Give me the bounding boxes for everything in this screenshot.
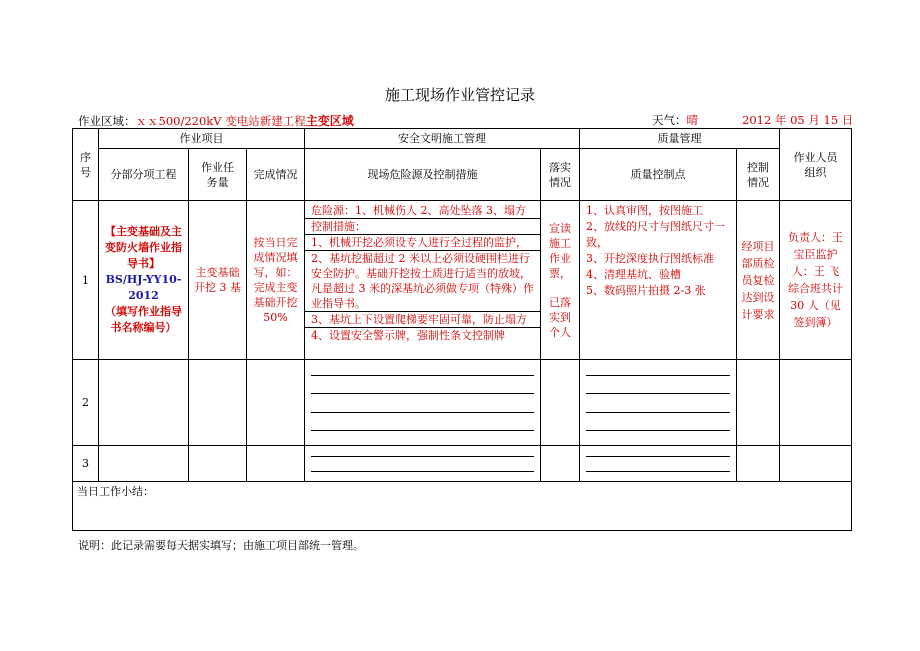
header-qc-control: 控制情况: [737, 149, 780, 201]
row1-hazards: [305, 201, 541, 360]
row2-completion: [247, 360, 305, 446]
weather-label: 天气：: [652, 113, 687, 127]
row3-completion: [247, 446, 305, 482]
header-safety-group: 安全文明施工管理: [305, 129, 580, 149]
row2-qc-control: [737, 360, 780, 446]
qc-line: 4、清理基坑、验槽: [586, 268, 681, 281]
hazard-line: 3、基坑上下设置爬梯要牢固可靠，防止塌方: [305, 312, 540, 328]
row3-personnel: [780, 446, 852, 482]
summary-row: [73, 482, 852, 531]
row3-seq: 3: [73, 446, 99, 482]
header-sub-project: 分部分项工程: [99, 149, 189, 201]
row2-personnel: [780, 360, 852, 446]
qc-line: 3、开挖深度执行图纸标准: [586, 252, 714, 265]
header-personnel: 作业人员组织: [780, 129, 852, 201]
table-row: [73, 446, 852, 482]
row3-hazards: [305, 446, 541, 482]
row3-qc-control: [737, 446, 780, 482]
row2-qc-points: [580, 360, 737, 446]
row2-implement: [541, 360, 580, 446]
implement-line-2: 已落实到个人: [549, 295, 571, 339]
hazard-line: 1、机械开挖必须设专人进行全过程的监护，: [305, 235, 540, 251]
row1-seq: 1: [73, 201, 99, 360]
header-implement: 落实情况: [541, 149, 580, 201]
row2-workload: [189, 360, 247, 446]
table-row: [73, 201, 852, 360]
header-seq: 序号: [73, 129, 99, 201]
summary-cell[interactable]: [73, 482, 852, 531]
hazard-line: 危险源：1、机械伤人 2、高处坠落 3、塌方: [305, 201, 540, 219]
row1-completion: 按当日完成情况填写，如：完成主变基础开挖 50%: [247, 201, 305, 360]
area-info: [78, 112, 354, 129]
row1-workload: 主变基础开挖 3 基: [189, 201, 247, 360]
row3-workload: [189, 446, 247, 482]
weather-info: [652, 112, 698, 128]
area-strong: 主变区域: [305, 114, 354, 128]
footer-note: 说明：此记录需要每天据实填写；由施工项目部统一管理。: [78, 539, 364, 552]
row1-sub-project: [99, 201, 189, 360]
hazard-line: 2、基坑挖掘超过 2 米以上必须设硬围栏进行安全防护。基础开挖按土质进行适当的放坡，凡是超过 3 米的深基坑必须做专项（特殊）作业指导书。: [305, 251, 540, 312]
implement-line-1: 宣读施工作业票，: [549, 221, 571, 280]
row1-sub-project-code: BS/HJ-YY10-2012: [105, 273, 182, 302]
row3-implement: [541, 446, 580, 482]
header-hazards: 现场危险源及控制措施: [305, 149, 541, 201]
row2-hazards: [305, 360, 541, 446]
row1-sub-project-name: 【主变基础及主变防火墙作业指导书】: [105, 225, 182, 270]
row2-seq: 2: [73, 360, 99, 446]
row1-implement: [541, 201, 580, 360]
header-quality-group: 质量管理: [580, 129, 780, 149]
table-row: [73, 360, 852, 446]
area-label: 作业区域：: [78, 114, 136, 128]
header-qc-points: 质量控制点: [580, 149, 737, 201]
row2-sub-project: [99, 360, 189, 446]
row1-personnel: 负责人：王宝臣监护人：王 飞综合班共计 30 人（见签到簿）: [780, 201, 852, 360]
hazard-line: 4、设置安全警示牌，强制性条文控制牌: [311, 329, 505, 342]
row3-qc-points: [580, 446, 737, 482]
qc-line: 5、数码照片拍摄 2-3 张: [586, 284, 706, 297]
page-title: 施工现场作业管控记录: [384, 86, 535, 104]
row1-qc-points: [580, 201, 737, 360]
hazard-line: 控制措施：: [305, 219, 540, 235]
area-value: ｘｘ500/220kV 变电站新建工程: [135, 114, 306, 128]
date-value: 2012 年 05 月 15 日: [742, 113, 854, 127]
summary-label: 当日工作小结：: [77, 485, 154, 498]
control-record-table: [72, 128, 852, 531]
qc-line: 1、认真审图，按图施工: [586, 204, 703, 217]
qc-line: 2、放线的尺寸与图纸尺寸一致，: [586, 220, 725, 249]
info-line: [78, 112, 854, 128]
header-workload: 作业任务量: [189, 149, 247, 201]
row3-sub-project: [99, 446, 189, 482]
row1-qc-control: 经项目部质检员复检达到设计要求: [737, 201, 780, 360]
weather-value: 晴: [686, 113, 698, 127]
row1-sub-project-hint: （填写作业指导书名称编号）: [105, 305, 182, 334]
header-project-group: 作业项目: [99, 129, 305, 149]
header-completion: 完成情况: [247, 149, 305, 201]
